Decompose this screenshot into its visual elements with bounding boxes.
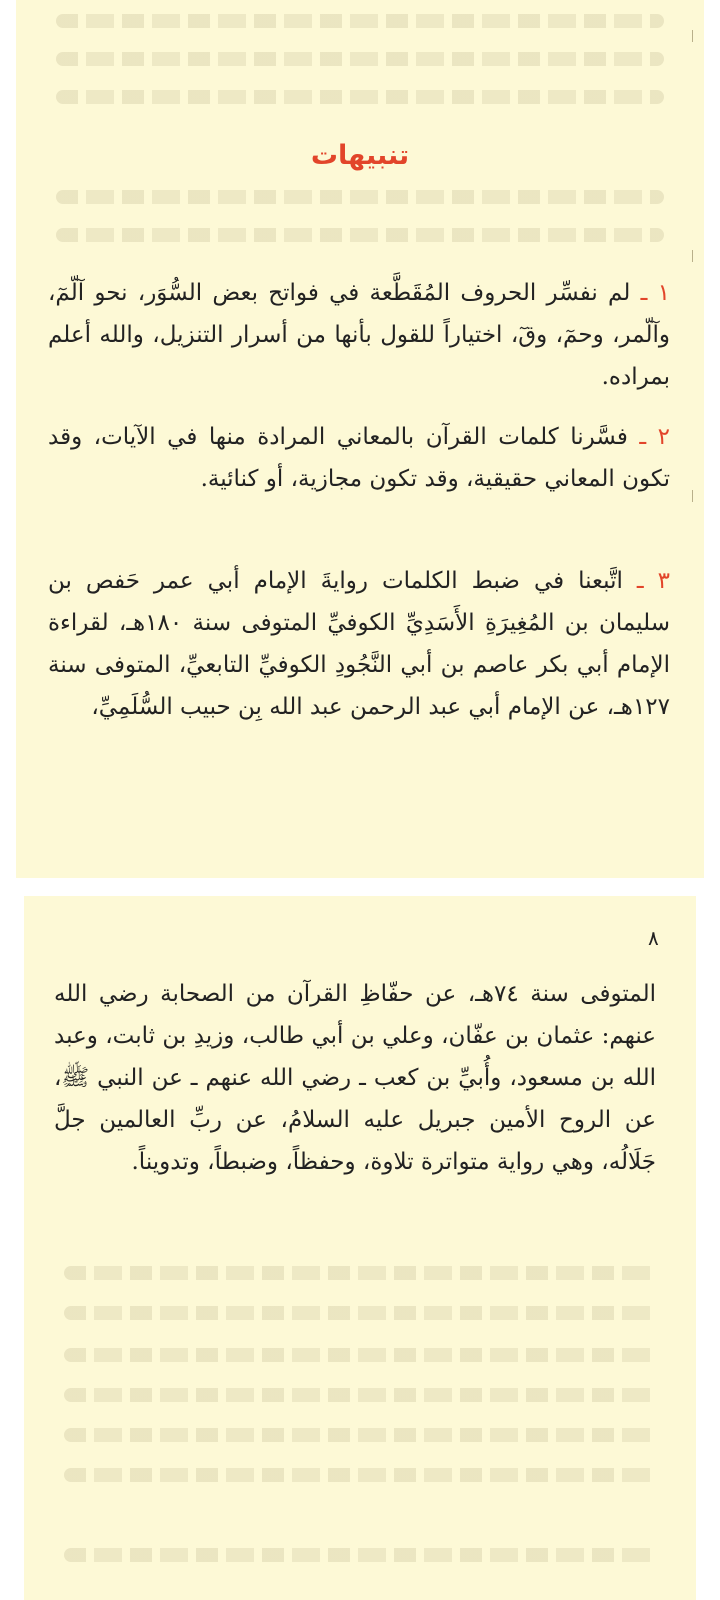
document-page-top (16, 0, 704, 878)
bleed-through-line (64, 1306, 656, 1320)
note-text: لم نفسِّر الحروف المُقَطَّعة في فواتح بعض السُّوَر، نحو آلّمٓ، وآلّمر، وحمٓ، وقٓ، اختياراً للقول بأنها من أسرار التنزيل، والله أعلم بمراده. (48, 280, 670, 390)
bleed-through-line (64, 1266, 656, 1280)
note-number: ٣ ـ (636, 568, 670, 594)
note-paragraph (48, 560, 670, 728)
bleed-through-line (64, 1468, 656, 1482)
bleed-through-line (56, 228, 664, 242)
note-paragraph (48, 416, 670, 500)
note-text: فسَّرنا كلمات القرآن بالمعاني المرادة منها في الآيات، وقد تكون المعاني حقيقية، وقد تكون مجازية، أو كنائية. (48, 424, 670, 492)
note-number: ١ ـ (640, 280, 670, 306)
note-text: اتَّبعنا في ضبط الكلمات روايةَ الإمام أبي عمر حَفص بن سليمان بن المُغِيرَةِ الأَسَدِيِّ الكوفيِّ المتوفى سنة ١٨٠هـ، لقراءة الإمام أبي بكر عاصم بن أبي النَّجُودِ الكوفيِّ التابعيِّ، المتوفى سنة ١٢٧هـ، عن الإمام أبي عبد الرحمن عبد الله بِن حبيب السُّلَمِيِّ، (48, 568, 670, 720)
bleed-through-line (56, 14, 664, 28)
note-paragraph (48, 272, 670, 398)
bleed-through-line (56, 52, 664, 66)
page-edge-mark (692, 30, 701, 42)
bleed-through-line (64, 1428, 656, 1442)
bleed-through-line (64, 1388, 656, 1402)
section-heading: تنبيهات (310, 140, 410, 171)
bleed-through-line (64, 1548, 656, 1562)
bleed-through-line (64, 1348, 656, 1362)
continuation-paragraph (54, 973, 656, 1183)
bleed-through-line (56, 90, 664, 104)
page-edge-mark (692, 250, 701, 262)
continuation-text: المتوفى سنة ٧٤هـ، عن حفّاظِ القرآن من الصحابة رضي الله عنهم: عثمان بن عفّان، وعلي بن أبي طالب، وزيدِ بن ثابت، وعبد الله بن مسعود، وأُبيِّ بن كعب ـ رضي الله عنهم ـ عن النبي ﷺ، عن الروح الأمين جبريل عليه السلامُ، عن ربِّ العالمين جلَّ جَلَالُه، وهي رواية متواترة تلاوة، وحفظاً، وضبطاً، وتدويناً. (54, 981, 656, 1175)
page-number: ٨ (648, 926, 659, 950)
bleed-through-line (56, 190, 664, 204)
note-number: ٢ ـ (639, 424, 670, 450)
page-edge-mark (692, 490, 701, 502)
document-page-bottom (24, 896, 696, 1600)
